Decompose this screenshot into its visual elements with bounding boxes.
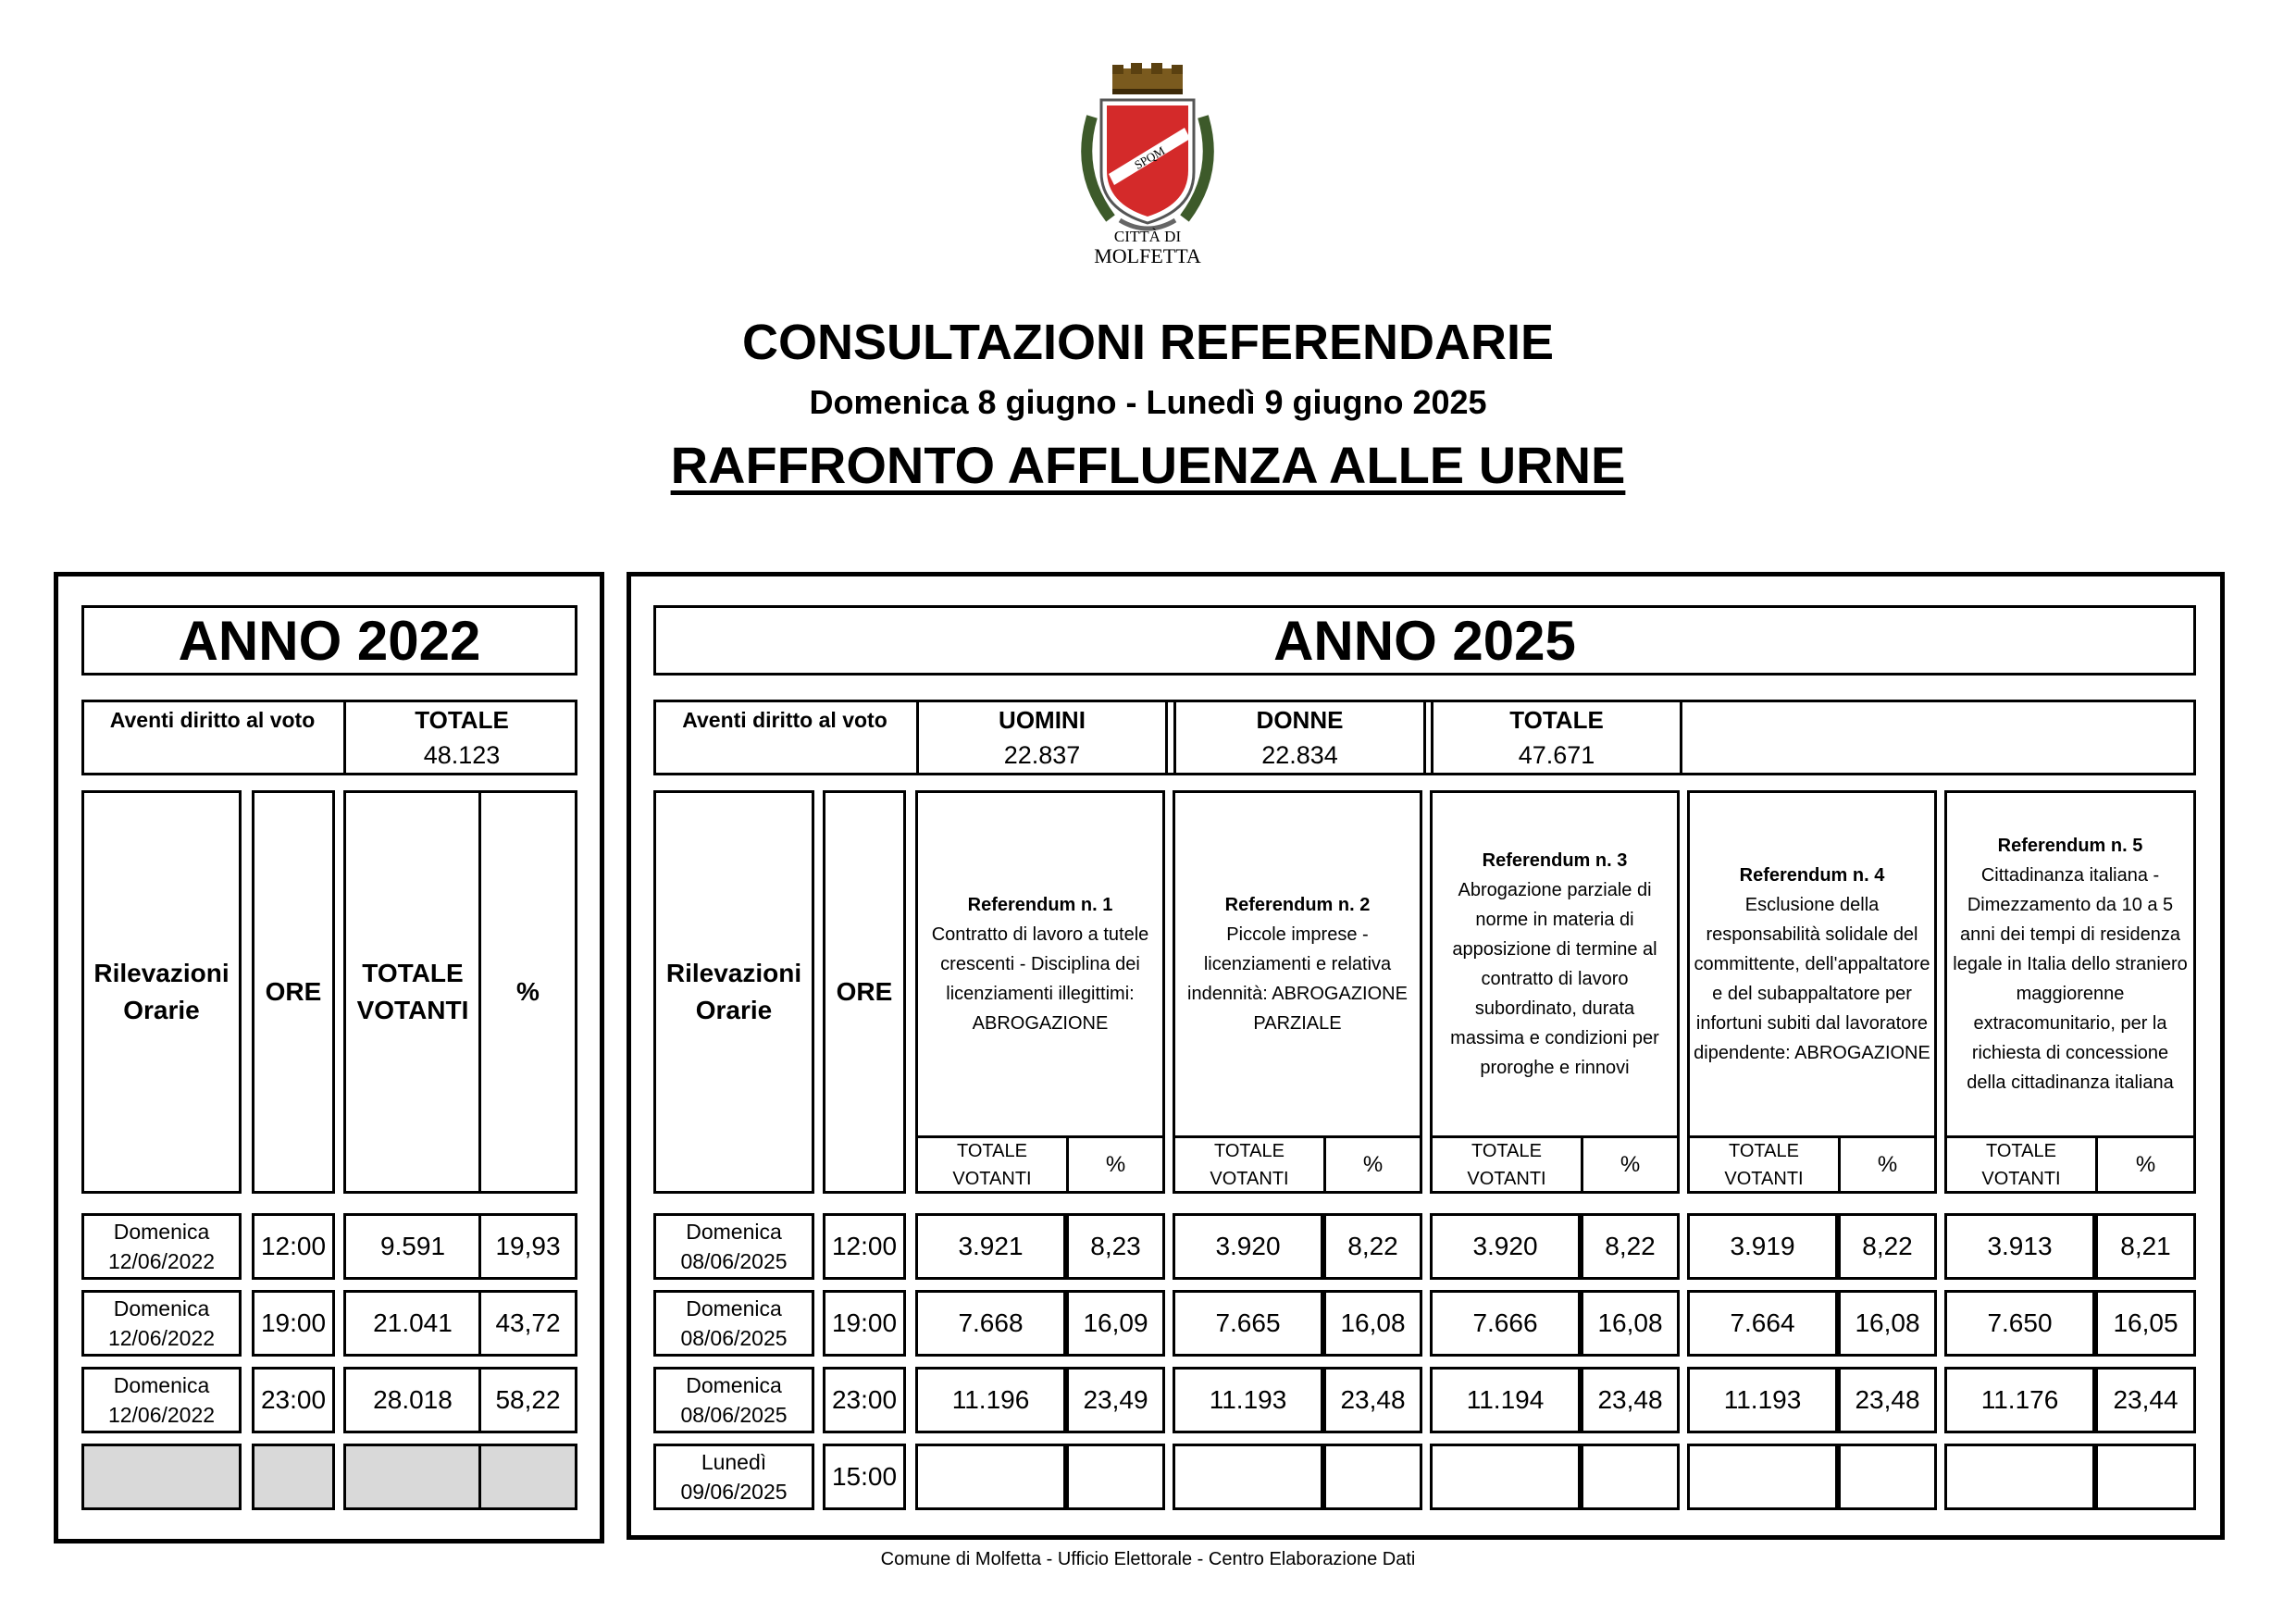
ref-3-totale: 11.194 — [1430, 1367, 1581, 1433]
ref-4-pct — [1838, 1444, 1937, 1510]
ref-3-pct — [1581, 1444, 1680, 1510]
table-row-date: Domenica 08/06/2025 — [653, 1367, 814, 1433]
ref-1-pct: 23,49 — [1066, 1367, 1165, 1433]
empty-cell — [252, 1444, 335, 1510]
ref-1-pct: 8,23 — [1066, 1213, 1165, 1280]
page-subtitle: Domenica 8 giugno - Lunedì 9 giugno 2025 — [809, 383, 1487, 421]
ref-3-totale: 3.920 — [1430, 1213, 1581, 1280]
ref-2-totale: 3.920 — [1173, 1213, 1323, 1280]
row-pct: 19,93 — [478, 1213, 577, 1280]
row-totale: 9.591 — [343, 1213, 482, 1280]
ref-4-pct: 16,08 — [1838, 1290, 1937, 1357]
ref-4-totale — [1687, 1444, 1838, 1510]
col-ore: ORE — [823, 790, 906, 1194]
ref-3-pct: 8,22 — [1581, 1213, 1680, 1280]
aventi-label: Aventi diritto al voto — [682, 707, 887, 732]
row-totale: 21.041 — [343, 1290, 482, 1357]
row-pct: 58,22 — [478, 1367, 577, 1433]
totale-2025-value: 47.671 — [1518, 740, 1595, 769]
ref-2-totale: 7.665 — [1173, 1290, 1323, 1357]
empty-cell — [478, 1444, 577, 1510]
sub-col-pct: % — [1620, 1152, 1641, 1177]
ref-5-pct: 16,05 — [2095, 1290, 2196, 1357]
coat-of-arms-icon — [1055, 61, 1240, 246]
referendum-2-header: Referendum n. 2 Piccole imprese - licenziamenti e relativa indennità: ABROGAZIONE PARZIALE TOTALE VOTANTI % — [1173, 790, 1422, 1194]
donne-value: 22.834 — [1261, 740, 1338, 769]
col-totale-votanti: TOTALE VOTANTI — [343, 790, 482, 1194]
row-ore: 12:00 — [252, 1213, 335, 1280]
donne-label: DONNE — [1256, 705, 1344, 734]
row-ore: 15:00 — [823, 1444, 906, 1510]
referendum-1-header: Referendum n. 1 Contratto di lavoro a tutele crescenti - Disciplina dei licenziamenti illegittimi: ABROGAZIONE TOTALE VOTANTI % — [915, 790, 1165, 1194]
city-logo — [1055, 61, 1240, 274]
table-row-date: Domenica 08/06/2025 — [653, 1213, 814, 1280]
ref-5-pct: 23,44 — [2095, 1367, 2196, 1433]
row-ore: 19:00 — [823, 1290, 906, 1357]
ref-5-totale — [1944, 1444, 2095, 1510]
ref-1-totale: 11.196 — [915, 1367, 1066, 1433]
table-row-date: Domenica 12/06/2022 — [81, 1290, 242, 1357]
totale-value: 48.123 — [423, 740, 501, 769]
ref-2-totale — [1173, 1444, 1323, 1510]
ref-5-totale: 7.650 — [1944, 1290, 2095, 1357]
referendum-3-header: Referendum n. 3 Abrogazione parziale di norme in materia di apposizione di termine al contratto di lavoro subordinato, durata massima e condizioni per proroghe e rinnovi TOTALE VOTANTI % — [1430, 790, 1680, 1194]
col-rilevazioni: Rilevazioni Orarie — [81, 790, 242, 1194]
ref-5-pct: 8,21 — [2095, 1213, 2196, 1280]
row-pct: 43,72 — [478, 1290, 577, 1357]
col-rilevazioni: Rilevazioni Orarie — [653, 790, 814, 1194]
ref-5-pct — [2095, 1444, 2196, 1510]
logo-line-2: MOLFETTA — [1094, 244, 1201, 267]
ref-5-totale: 11.176 — [1944, 1367, 2095, 1433]
empty-cell — [343, 1444, 482, 1510]
page-heading: RAFFRONTO AFFLUENZA ALLE URNE — [670, 436, 1626, 494]
table-row-date: Domenica 08/06/2025 — [653, 1290, 814, 1357]
aventi-label: Aventi diritto al voto — [109, 707, 316, 732]
sub-col-pct: % — [1362, 1152, 1384, 1177]
table-row-date: Domenica 12/06/2022 — [81, 1367, 242, 1433]
ref-5-totale: 3.913 — [1944, 1213, 2095, 1280]
col-ore: ORE — [252, 790, 335, 1194]
ref-1-totale: 7.668 — [915, 1290, 1066, 1357]
ref-1-totale: 3.921 — [915, 1213, 1066, 1280]
ref-3-totale: 7.666 — [1430, 1290, 1581, 1357]
ref-2-pct — [1323, 1444, 1422, 1510]
ref-4-pct: 8,22 — [1838, 1213, 1937, 1280]
empty-cell — [81, 1444, 242, 1510]
row-ore: 12:00 — [823, 1213, 906, 1280]
ref-4-pct: 23,48 — [1838, 1367, 1937, 1433]
footer-text: Comune di Molfetta - Ufficio Elettorale - Centro Elaborazione Dati — [880, 1548, 1416, 1569]
row-totale: 28.018 — [343, 1367, 482, 1433]
sub-col-pct: % — [1877, 1152, 1898, 1177]
row-ore: 19:00 — [252, 1290, 335, 1357]
sub-col-totale: TOTALE VOTANTI — [1210, 1141, 1289, 1189]
page-title: CONSULTAZIONI REFERENDARIE — [742, 315, 1554, 370]
ref-1-pct: 16,09 — [1066, 1290, 1165, 1357]
sub-col-pct: % — [1105, 1152, 1126, 1177]
logo-line-1: CITTÀ DI — [1113, 228, 1182, 245]
referendum-5-header: Referendum n. 5 Cittadinanza italiana - Dimezzamento da 10 a 5 anni dei tempi di residenza legale in Italia dello straniero maggiorenne extracomunitario, per la richiesta di concessione della cittadinanza italiana TOTALE VOTANTI % — [1944, 790, 2196, 1194]
year-2022-heading: ANNO 2022 — [81, 605, 577, 676]
table-row-date: Domenica 12/06/2022 — [81, 1213, 242, 1280]
ref-2-pct: 8,22 — [1323, 1213, 1422, 1280]
referendum-4-header: Referendum n. 4 Esclusione della responsabilità solidale del committente, dell'appaltatore e del subappaltatore per infortuni subiti dal lavoratore dipendente: ABROGAZIONE TOTALE VOTANTI % — [1687, 790, 1937, 1194]
ref-1-pct — [1066, 1444, 1165, 1510]
ref-3-pct: 16,08 — [1581, 1290, 1680, 1357]
col-pct: % — [478, 790, 577, 1194]
table-row-date: Lunedì 09/06/2025 — [653, 1444, 814, 1510]
sub-col-totale: TOTALE VOTANTI — [1467, 1141, 1546, 1189]
totale-label: TOTALE — [415, 705, 509, 734]
ref-2-pct: 23,48 — [1323, 1367, 1422, 1433]
ref-4-totale: 7.664 — [1687, 1290, 1838, 1357]
ref-2-pct: 16,08 — [1323, 1290, 1422, 1357]
sub-col-pct: % — [2135, 1152, 2156, 1177]
ref-3-totale — [1430, 1444, 1581, 1510]
ref-4-totale: 3.919 — [1687, 1213, 1838, 1280]
uomini-label: UOMINI — [999, 705, 1086, 734]
year-2025-heading: ANNO 2025 — [653, 605, 2196, 676]
ref-3-pct: 23,48 — [1581, 1367, 1680, 1433]
row-ore: 23:00 — [252, 1367, 335, 1433]
sub-col-totale: TOTALE VOTANTI — [1981, 1141, 2061, 1189]
ref-4-totale: 11.193 — [1687, 1367, 1838, 1433]
shield-text: SPQM — [1132, 143, 1168, 172]
sub-col-totale: TOTALE VOTANTI — [1724, 1141, 1804, 1189]
totale-2025-label: TOTALE — [1509, 705, 1604, 734]
ref-1-totale — [915, 1444, 1066, 1510]
ref-2-totale: 11.193 — [1173, 1367, 1323, 1433]
row-ore: 23:00 — [823, 1367, 906, 1433]
sub-col-totale: TOTALE VOTANTI — [952, 1141, 1032, 1189]
uomini-value: 22.837 — [1003, 740, 1081, 769]
